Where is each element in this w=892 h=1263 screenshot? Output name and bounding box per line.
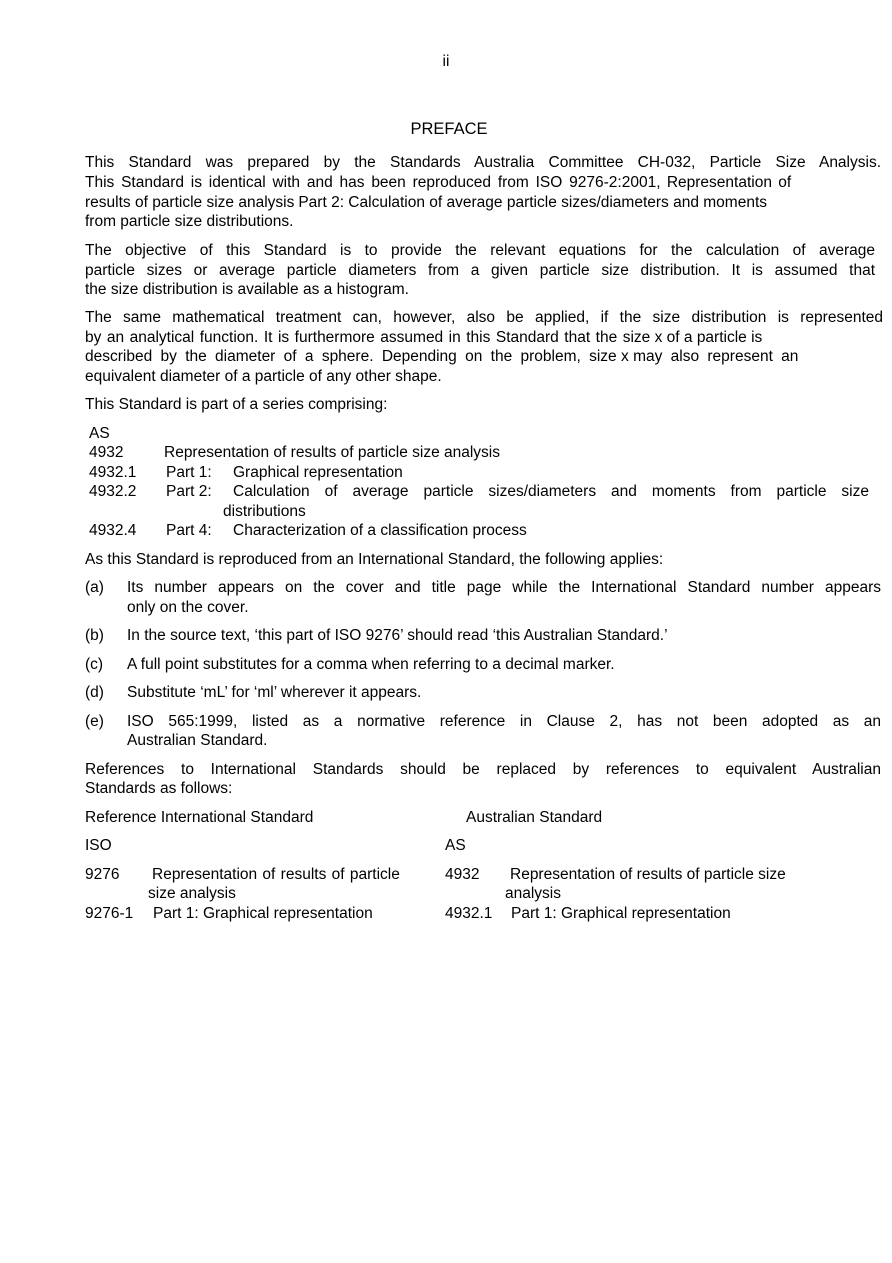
column-header-international: Reference International Standard xyxy=(85,809,314,826)
references-line-2: Standards as follows: xyxy=(85,780,233,797)
page-title: PREFACE xyxy=(410,120,488,138)
applies-item-label: (c) xyxy=(85,656,104,673)
iso-label: ISO xyxy=(85,837,112,854)
intro-title-part-c: from particle size distributions xyxy=(85,213,290,230)
series-item-part: Part 4: xyxy=(166,522,212,539)
treatment-line-3-text: described by the diameter of a sphere. Depending on the problem, size xyxy=(85,348,617,365)
applies-item-label: (a) xyxy=(85,579,104,596)
reference-as-title-cont: analysis xyxy=(505,885,561,902)
objective-line-3: the size distribution is available as a histogram. xyxy=(85,281,409,298)
applies-item-text: Its number appears on the cover and title page while the International Standard number appears xyxy=(127,579,881,596)
series-item-title: Characterization of a classification process xyxy=(233,522,527,539)
series-item-title-cont: distributions xyxy=(223,503,306,520)
series-item-num: 4932.1 xyxy=(89,464,137,481)
series-item-num: 4932.2 xyxy=(89,483,137,500)
series-item-num: 4932 xyxy=(89,444,124,461)
series-as-label: AS xyxy=(89,425,110,442)
treatment-line-3-end: may also represent an xyxy=(633,348,799,365)
applies-item-label: (b) xyxy=(85,627,104,644)
treatment-line-1: The same mathematical treatment can, however, also be applied, if the size distribution is represented xyxy=(85,309,883,326)
applies-item-text: Substitute ‘mL’ for ‘ml’ wherever it appears. xyxy=(127,684,422,701)
as-label: AS xyxy=(445,837,466,854)
objective-line-2: particle sizes or average particle diameters from a given particle size distribution. It is assumed that xyxy=(85,262,875,279)
size-symbol-x-2: x xyxy=(621,348,629,365)
intro-line-3 xyxy=(85,193,767,213)
treatment-line-4: equivalent diameter of a particle of any other shape. xyxy=(85,368,442,385)
intro-part-2-title: Part 2: Calculation of average particle sizes/diameters and moments xyxy=(298,194,768,211)
reference-iso-title-cont: size analysis xyxy=(148,885,236,902)
intro-title-part-b: results of particle size analysis xyxy=(85,194,295,211)
intro-period: . xyxy=(289,213,294,230)
reference-as-title: Part 1: Graphical representation xyxy=(511,905,731,922)
column-header-australian: Australian Standard xyxy=(466,809,603,826)
page-number: ii xyxy=(442,53,450,70)
intro-line-1: This Standard was prepared by the Standards Australia Committee CH-032, Particle Size Analysis. xyxy=(85,154,881,171)
applies-intro: As this Standard is reproduced from an International Standard, the following applies: xyxy=(85,551,664,568)
intro-line-4 xyxy=(85,212,293,232)
reference-iso-num: 9276-1 xyxy=(85,905,134,922)
intro-line-2 xyxy=(85,173,791,193)
reference-iso-title: Representation of results of particle xyxy=(152,866,400,883)
intro-line-2-text: This Standard is identical with and has been reproduced from ISO 9276-2:2001, xyxy=(85,174,661,191)
reference-as-num: 4932.1 xyxy=(445,905,493,922)
treatment-line-2-end: of a particle is xyxy=(666,329,763,346)
applies-item-label: (d) xyxy=(85,684,104,701)
series-item-title: Calculation of average particle sizes/diameters and moments from particle size xyxy=(233,483,869,500)
series-intro: This Standard is part of a series comprising: xyxy=(85,396,388,413)
series-item-title: Representation of results of particle size analysis xyxy=(164,444,500,461)
objective-line-1: The objective of this Standard is to provide the relevant equations for the calculation of average xyxy=(85,242,875,259)
treatment-line-2 xyxy=(85,328,762,348)
treatment-line-2-text: by an analytical function. It is furthermore assumed in this Standard that the size xyxy=(85,329,651,346)
applies-item-label: (e) xyxy=(85,713,104,730)
references-line-1: References to International Standards should be replaced by references to equivalent Australian xyxy=(85,761,881,778)
applies-item-text: A full point substitutes for a comma when referring to a decimal marker. xyxy=(127,656,615,673)
treatment-line-3 xyxy=(85,347,798,367)
reference-as-num: 4932 xyxy=(445,866,480,883)
applies-item-text: In the source text, ‘this part of ISO 9276’ should read ‘this Australian Standard.’ xyxy=(127,627,668,644)
applies-item-text-cont: Australian Standard. xyxy=(127,732,268,749)
reference-iso-title: Part 1: Graphical representation xyxy=(153,905,373,922)
size-symbol-x: x xyxy=(654,329,663,346)
applies-item-text-cont: only on the cover. xyxy=(127,599,249,616)
reference-iso-num: 9276 xyxy=(85,866,120,883)
series-item-num: 4932.4 xyxy=(89,522,137,539)
reference-as-title: Representation of results of particle size xyxy=(510,866,786,883)
series-item-part: Part 1: xyxy=(166,464,212,481)
series-item-part: Part 2: xyxy=(166,483,212,500)
intro-title-part-a: Representation of xyxy=(666,174,792,191)
applies-item-text: ISO 565:1999, listed as a normative reference in Clause 2, has not been adopted as an xyxy=(127,713,881,730)
series-item-title: Graphical representation xyxy=(233,464,403,481)
